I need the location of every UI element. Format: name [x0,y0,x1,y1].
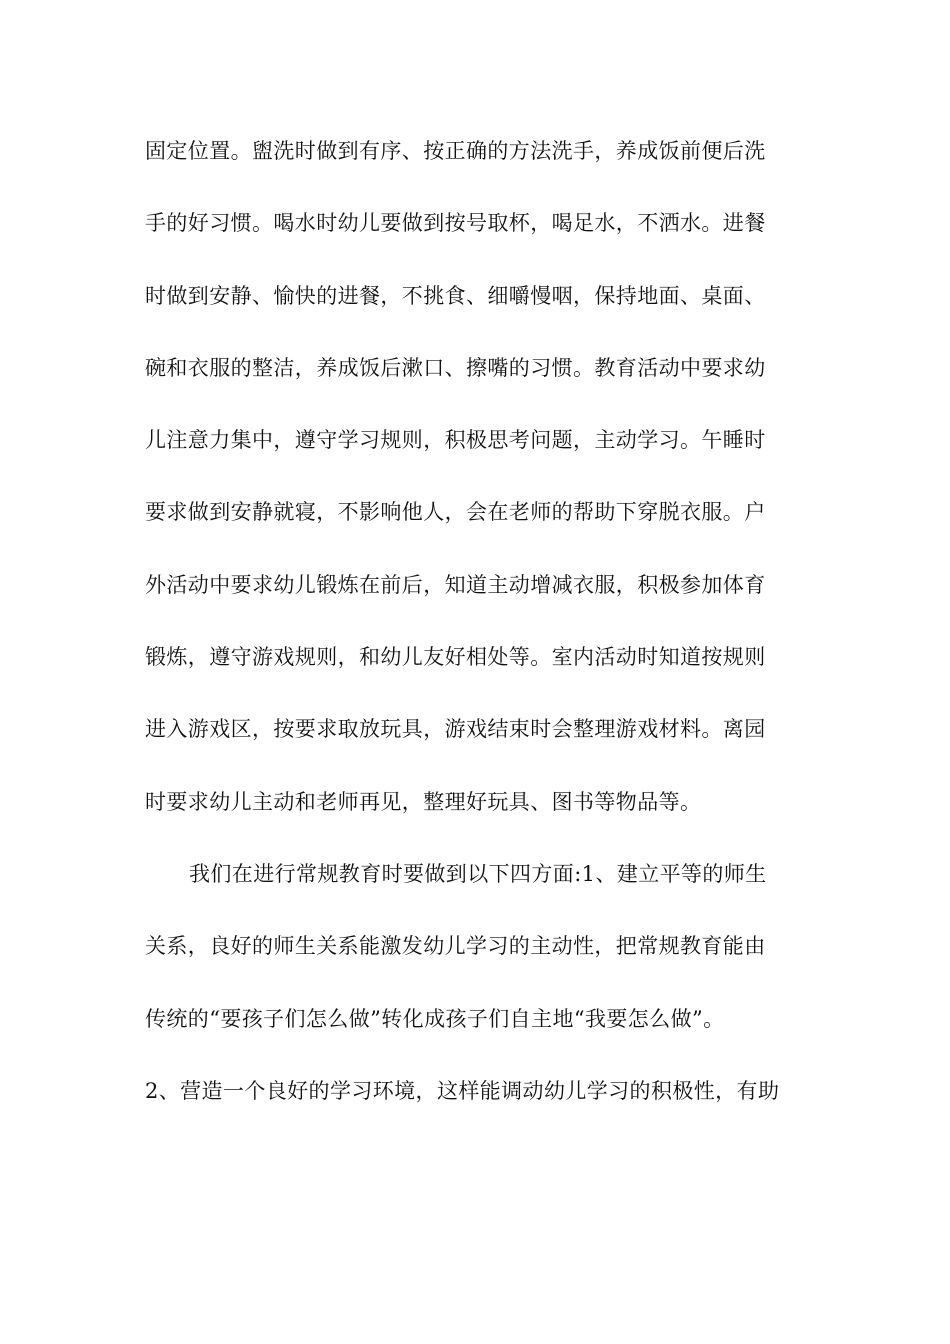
text-line: 儿注意力集中，遵守学习规则，积极思考问题，主动学习。午睡时 [145,428,766,453]
text-line: 外活动中要求幼儿锻炼在前后，知道主动增减衣服，积极参加体育 [145,572,766,597]
text-line: 关系，良好的师生关系能激发幼儿学习的主动性，把常规教育能由 [145,934,766,959]
paragraph-first-line: 我们在进行常规教育时要做到以下四方面:1、建立平等的师生 [189,861,767,886]
text-line: 时做到安静、愉快的进餐，不挑食、细嚼慢咽，保持地面、桌面、 [145,283,766,308]
text-line: 固定位置。盥洗时做到有序、按正确的方法洗手，养成饭前便后洗 [145,139,766,163]
text-line: 进入游戏区，按要求取放玩具，游戏结束时会整理游戏材料。离园 [145,717,766,742]
text-line: 传统的“要孩子们怎么做”转化成孩子们自主地“我要怎么做”。 [145,1006,725,1031]
text-line: 2、营造一个良好的学习环境，这样能调动幼儿学习的积极性，有助 [145,1078,780,1103]
body-text [145,127,805,1139]
text-line: 时要求幼儿主动和老师再见，整理好玩具、图书等物品等。 [145,789,702,814]
text-line: 锻炼，遵守游戏规则，和幼儿友好相处等。室内活动时知道按规则 [145,645,766,670]
text-line: 手的好习惯。喝水时幼儿要做到按号取杯，喝足水，不洒水。进餐 [145,211,766,236]
text-line: 要求做到安静就寝，不影响他人，会在老师的帮助下穿脱衣服。户 [145,500,766,525]
text-line: 碗和衣服的整洁，养成饭后漱口、擦嘴的习惯。教育活动中要求幼 [145,355,766,380]
